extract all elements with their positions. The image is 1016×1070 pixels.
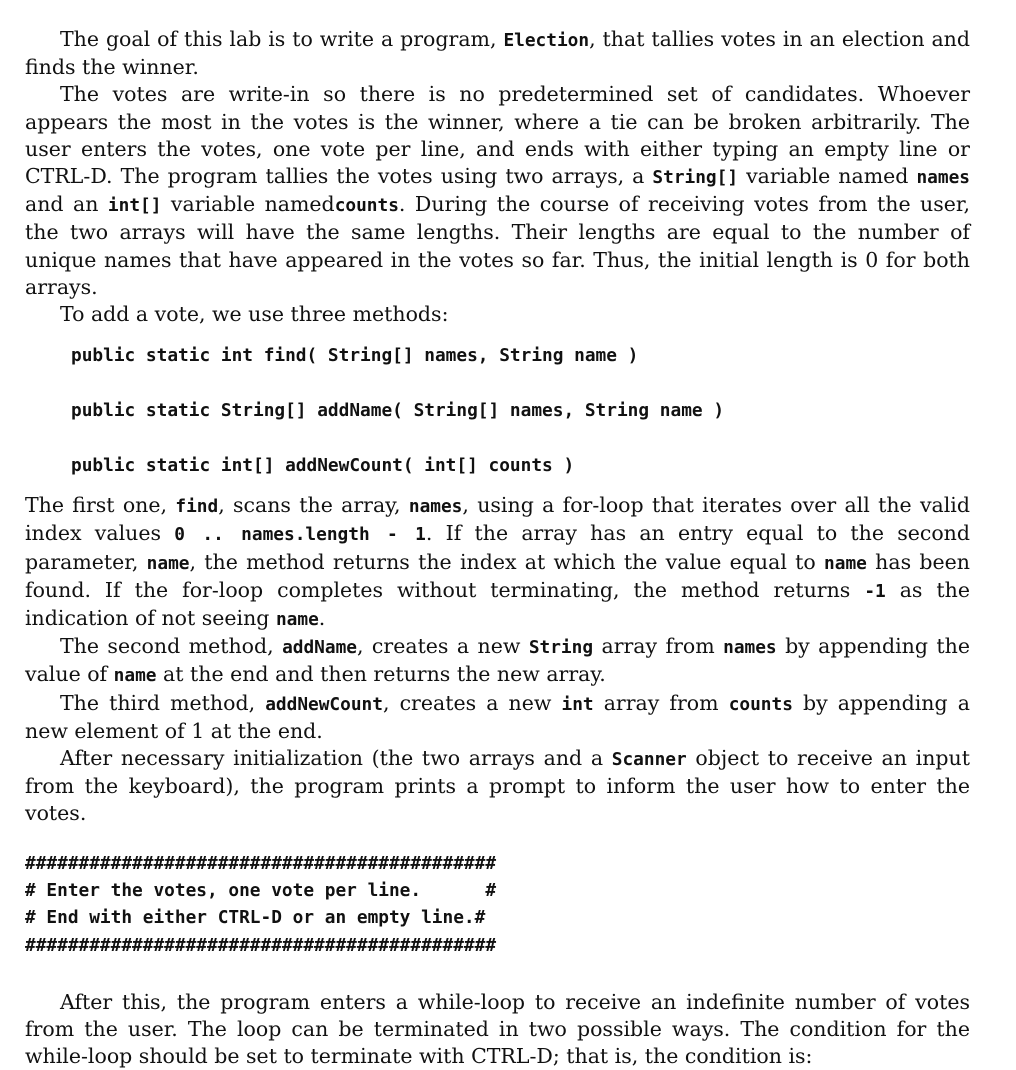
code-election: Election	[503, 30, 590, 51]
signature-find: public static int find( String[] names, String name )	[71, 345, 639, 367]
paragraph-addname: The second method, addName, creates a new String array from names by appending the value of name at the end and then returns the new array.	[25, 634, 970, 687]
document-body	[25, 26, 970, 1070]
paragraph-initialization: After necessary initialization (the two arrays and a Scanner object to receive an input from the keyboard), the program prints a prompt to inform the user how to enter the votes.	[25, 746, 970, 826]
method-signatures	[71, 342, 970, 479]
signature-addnewcount: public static int[] addNewCount( int[] counts )	[71, 455, 575, 477]
signature-addname: public static String[] addName( String[] names, String name )	[71, 400, 725, 422]
paragraph-votes: The votes are write-in so there is no predetermined set of candidates. Whoever appears the most in the votes is the winner, where a tie can be broken arbitrarily. The user enters the votes, one vote per line, and ends with either typing an empty line or CTRL-D. The program tallies the votes using two arrays, a String[] variable named names and an int[] variable namedcounts. During the course of receiving votes from the user, the two arrays will have the same lengths. Their lengths are equal to the number of unique names that have appeared in the votes so far. Thus, the initial length is 0 for both arrays.	[25, 82, 970, 299]
paragraph-methods-intro: To add a vote, we use three methods:	[60, 302, 449, 327]
paragraph-find: The first one, find, scans the array, names, using a for-loop that iterates over all the valid index values 0 .. names.length - 1. If the array has an entry equal to the second parameter, name, the method returns the index at which the value equal to name has been found. If the for-loop completes without terminating, the method returns -1 as the indication of not seeing name.	[25, 493, 971, 631]
paragraph-addnewcount: The third method, addNewCount, creates a new int array from counts by appending a new element of 1 at the end.	[25, 690, 970, 743]
paragraph-while-loop: After this, the program enters a while-loop to receive an indefinite number of votes from the user. The loop can be terminated in two possible ways. The condition for the while-loop should be set to terminate with CTRL-D; that is, the condition is:	[25, 989, 970, 1069]
prompt-box: ############################################ # Enter the votes, one vote per line. # # End with either CTRL-D or an empty line.# ############################################	[25, 852, 497, 956]
paragraph-goal: The goal of this lab is to write a program, Election, that tallies votes in an election and finds the winner.	[25, 27, 970, 80]
